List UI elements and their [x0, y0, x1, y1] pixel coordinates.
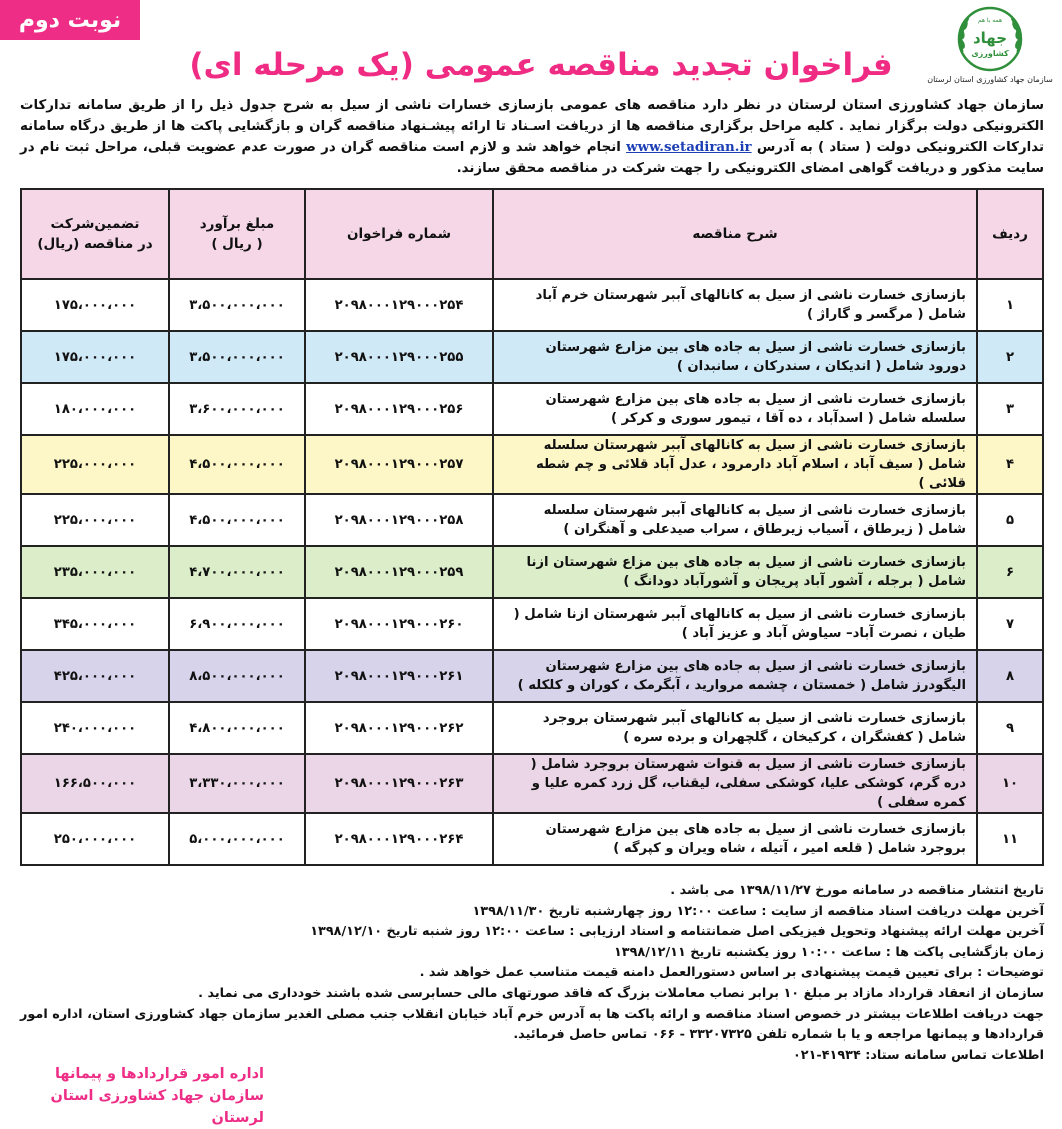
table-row	[21, 546, 1043, 598]
round-badge: نوبت دوم	[0, 0, 140, 40]
cell-description: بازسازی خسارت ناشی از سیل به کانالهای آببر شهرستان سلسله شامل ( زیرطاق ، آسیاب زیرطاق ، سراب صیدعلی و آهنگران )	[493, 494, 977, 546]
cell-guarantee: ۲۴۰،۰۰۰،۰۰۰	[21, 702, 169, 754]
cell-call-number: ۲۰۹۸۰۰۰۱۲۹۰۰۰۲۵۶	[305, 383, 493, 435]
cell-call-number: ۲۰۹۸۰۰۰۱۲۹۰۰۰۲۵۵	[305, 331, 493, 383]
cell-estimate: ۶،۹۰۰،۰۰۰،۰۰۰	[169, 598, 305, 650]
table-row	[21, 435, 1043, 494]
cell-row-number: ۶	[977, 546, 1043, 598]
table-row	[21, 383, 1043, 435]
cell-description: بازسازی خسارت ناشی از سیل به کانالهای آببر شهرستان ازنا شامل ( طیان ، نصرت آباد– سیاوش آباد و عزیز آباد )	[493, 598, 977, 650]
cell-row-number: ۴	[977, 435, 1043, 494]
cell-estimate: ۴،۵۰۰،۰۰۰،۰۰۰	[169, 494, 305, 546]
wheat-wreath-logo-icon	[948, 4, 1032, 74]
header-estimate: مبلغ برآورد ( ریال )	[169, 189, 305, 279]
header-guarantee: تضمین‌شرکت در مناقصه (ریال)	[21, 189, 169, 279]
table-header-row	[21, 189, 1043, 279]
cell-description: بازسازی خسارت ناشی از سیل به جاده های بین مزارع شهرستان سلسله شامل ( اسدآباد ، ده آقا ، تیمور سوری و کرکر )	[493, 383, 977, 435]
cell-guarantee: ۲۳۵،۰۰۰،۰۰۰	[21, 546, 169, 598]
intro-paragraph	[20, 95, 1044, 179]
tenders-table-body	[21, 279, 1043, 865]
tenders-table	[20, 188, 1044, 866]
note-contact-address: جهت دریافت اطلاعات بیشتر در خصوص اسناد مناقصه و ارائه پاکت ها به آدرس خرم آباد خیابان انقلاب جنب مصلی الغدیر سازمان جهاد کشاورزی استان، اداره امور قراردادها و پیمانها مراجعه و یا با شماره تلفن ۳۳۲۰۷۳۲۵ - ۰۶۶ تماس حاصل فرمائید.	[20, 1006, 1044, 1043]
table-row	[21, 494, 1043, 546]
cell-row-number: ۳	[977, 383, 1043, 435]
cell-call-number: ۲۰۹۸۰۰۰۱۲۹۰۰۰۲۵۹	[305, 546, 493, 598]
cell-guarantee: ۱۸۰،۰۰۰،۰۰۰	[21, 383, 169, 435]
signature-department: اداره امور قراردادها و پیمانها	[54, 1066, 264, 1082]
cell-call-number: ۲۰۹۸۰۰۰۱۲۹۰۰۰۲۶۰	[305, 598, 493, 650]
note-price-range: توضیحات : برای تعیین قیمت پیشنهادی بر اساس دستورالعمل دامنه قیمت متناسب عمل خواهد شد .	[419, 965, 1044, 981]
cell-guarantee: ۱۷۵،۰۰۰،۰۰۰	[21, 331, 169, 383]
cell-description: بازسازی خسارت ناشی از سیل به کانالهای آببر شهرستان سلسله شامل ( سیف آباد ، اسلام آباد دارمرود ، عدل آباد قلائی و چم شطه قلائی )	[493, 435, 977, 494]
cell-description: بازسازی خسارت ناشی از سیل به جاده های بین مزاع شهرستان ازنا شامل ( برجله ، آشور آباد پریجان و آشورآباد دودانگ )	[493, 546, 977, 598]
cell-guarantee: ۱۶۶،۵۰۰،۰۰۰	[21, 754, 169, 813]
header-row-number: ردیف	[977, 189, 1043, 279]
page-title: فراخوان تجدید مناقصه عمومی (یک مرحله ای)	[189, 47, 893, 83]
header-call-number: شماره فراخوان	[305, 189, 493, 279]
cell-row-number: ۵	[977, 494, 1043, 546]
cell-row-number: ۷	[977, 598, 1043, 650]
cell-call-number: ۲۰۹۸۰۰۰۱۲۹۰۰۰۲۵۴	[305, 279, 493, 331]
cell-estimate: ۵،۰۰۰،۰۰۰،۰۰۰	[169, 813, 305, 865]
cell-description: بازسازی خسارت ناشی از سیل به قنوات شهرستان بروجرد شامل ( دره گرم، کوشکی علیا، کوشکی سفلی، لیقناب، گل زرد کمره علیا و کمره سفلی )	[493, 754, 977, 813]
cell-guarantee: ۲۲۵،۰۰۰،۰۰۰	[21, 435, 169, 494]
notes-section	[20, 881, 1044, 1066]
cell-guarantee: ۲۲۵،۰۰۰،۰۰۰	[21, 494, 169, 546]
note-contract-limit: سازمان از انعقاد قرارداد مازاد بر مبلغ ۱۰ برابر نصاب معاملات بزرگ که فاقد صورتهای مالی حسابرسی شده باشند خودداری می نماید .	[198, 985, 1044, 1001]
logo-caption: سازمان جهاد کشاورزی استان لرستان	[927, 75, 1053, 84]
note-document-deadline: آخرین مهلت دریافت اسناد مناقصه از سایت : ساعت ۱۲:۰۰ روز چهارشنبه تاریخ ۱۳۹۸/۱۱/۳۰	[472, 903, 1044, 919]
table-row	[21, 598, 1043, 650]
intro-text-after-link: انجام خواهد شد و لازم است مناقصه گران در صورت عدم عضویت قبلی، مراحل ثبت نام در سایت مذکور و دریافت گواهی امضای الکترونیکی را جهت شرکت در مناقصه محقق سازند.	[20, 140, 1044, 176]
cell-estimate: ۸،۵۰۰،۰۰۰،۰۰۰	[169, 650, 305, 702]
cell-description: بازسازی خسارت ناشی از سیل به کانالهای آببر شهرستان بروجرد شامل ( کفشگران ، کرکیخان ، گلچهران و برده سره )	[493, 702, 977, 754]
table-row	[21, 702, 1043, 754]
header-description: شرح مناقصه	[493, 189, 977, 279]
cell-guarantee: ۱۷۵،۰۰۰،۰۰۰	[21, 279, 169, 331]
cell-call-number: ۲۰۹۸۰۰۰۱۲۹۰۰۰۲۵۷	[305, 435, 493, 494]
cell-estimate: ۳،۵۰۰،۰۰۰،۰۰۰	[169, 331, 305, 383]
cell-estimate: ۴،۷۰۰،۰۰۰،۰۰۰	[169, 546, 305, 598]
cell-estimate: ۳،۳۳۰،۰۰۰،۰۰۰	[169, 754, 305, 813]
cell-row-number: ۹	[977, 702, 1043, 754]
cell-description: بازسازی خسارت ناشی از سیل به جاده های بین مزارع شهرستان دورود شامل ( اندیکان ، سندرکان ، سانبدان )	[493, 331, 977, 383]
svg-text:جهاد: جهاد	[972, 29, 1008, 47]
table-row	[21, 650, 1043, 702]
signature-block	[14, 1063, 264, 1129]
svg-text:همه با هم: همه با هم	[977, 17, 1003, 24]
note-publish-date: تاریخ انتشار مناقصه در سامانه مورخ ۱۳۹۸/۱۱/۲۷ می باشد .	[670, 883, 1044, 898]
table-row	[21, 813, 1043, 865]
cell-row-number: ۸	[977, 650, 1043, 702]
cell-call-number: ۲۰۹۸۰۰۰۱۲۹۰۰۰۲۶۲	[305, 702, 493, 754]
cell-guarantee: ۴۲۵،۰۰۰،۰۰۰	[21, 650, 169, 702]
cell-estimate: ۴،۸۰۰،۰۰۰،۰۰۰	[169, 702, 305, 754]
setad-website-link[interactable]: www.setadiran.ir	[626, 139, 752, 155]
svg-text:کشاورزی: کشاورزی	[971, 49, 1009, 58]
cell-call-number: ۲۰۹۸۰۰۰۱۲۹۰۰۰۲۶۳	[305, 754, 493, 813]
cell-row-number: ۱۱	[977, 813, 1043, 865]
cell-guarantee: ۳۴۵،۰۰۰،۰۰۰	[21, 598, 169, 650]
note-submission-deadline: آخرین مهلت ارائه پیشنهاد وتحویل فیزیکی اصل ضمانتنامه و اسناد ارزیابی : ساعت ۱۲:۰۰ روز شنبه تاریخ ۱۳۹۸/۱۲/۱۰	[310, 924, 1044, 940]
table-row	[21, 279, 1043, 331]
cell-call-number: ۲۰۹۸۰۰۰۱۲۹۰۰۰۲۶۴	[305, 813, 493, 865]
signature-organization: سازمان جهاد کشاورزی استان لرستان	[50, 1088, 264, 1126]
cell-call-number: ۲۰۹۸۰۰۰۱۲۹۰۰۰۲۶۱	[305, 650, 493, 702]
cell-estimate: ۴،۵۰۰،۰۰۰،۰۰۰	[169, 435, 305, 494]
note-opening-time: زمان بازگشایی پاکت ها : ساعت ۱۰:۰۰ روز یکشنبه تاریخ ۱۳۹۸/۱۲/۱۱	[613, 944, 1044, 960]
intro-text-before-link: سازمان جهاد کشاورزی استان لرستان در نظر دارد مناقصه های عمومی بازسازی خسارات ناشی از سیل به شرح جدول ذیل را از طریق سامانه تدارکات الکترونیکی دولت برگزار نماید . کلیه مراحل برگزاری مناقصه ها از دریافت اسـناد تا ارائه پیشـنهاد مناقصه گران و بازگشایی پاکت ها از طریق درگاه سامانه تدارکات الکترونیکی دولت ( ستاد ) به آدرس	[20, 98, 1044, 155]
organization-logo	[927, 4, 1053, 88]
cell-row-number: ۱	[977, 279, 1043, 331]
cell-row-number: ۱۰	[977, 754, 1043, 813]
cell-call-number: ۲۰۹۸۰۰۰۱۲۹۰۰۰۲۵۸	[305, 494, 493, 546]
cell-description: بازسازی خسارت ناشی از سیل به کانالهای آببر شهرستان خرم آباد شامل ( مرگسر و گاراژ )	[493, 279, 977, 331]
cell-estimate: ۳،۵۰۰،۰۰۰،۰۰۰	[169, 279, 305, 331]
cell-guarantee: ۲۵۰،۰۰۰،۰۰۰	[21, 813, 169, 865]
table-row	[21, 331, 1043, 383]
cell-description: بازسازی خسارت ناشی از سیل به جاده های بین مزارع شهرستان الیگودرز شامل ( خمستان ، چشمه مروارید ، آبگرمک ، کوران و کلکله )	[493, 650, 977, 702]
cell-estimate: ۳،۶۰۰،۰۰۰،۰۰۰	[169, 383, 305, 435]
table-row	[21, 754, 1043, 813]
cell-description: بازسازی خسارت ناشی از سیل به جاده های بین مزارع شهرستان بروجرد شامل ( قلعه امیر ، آتیله ، شاه ویران و کپرگه )	[493, 813, 977, 865]
note-setad-contact: اطلاعات تماس سامانه ستاد: ۴۱۹۳۴-۰۲۱	[792, 1047, 1044, 1063]
cell-row-number: ۲	[977, 331, 1043, 383]
